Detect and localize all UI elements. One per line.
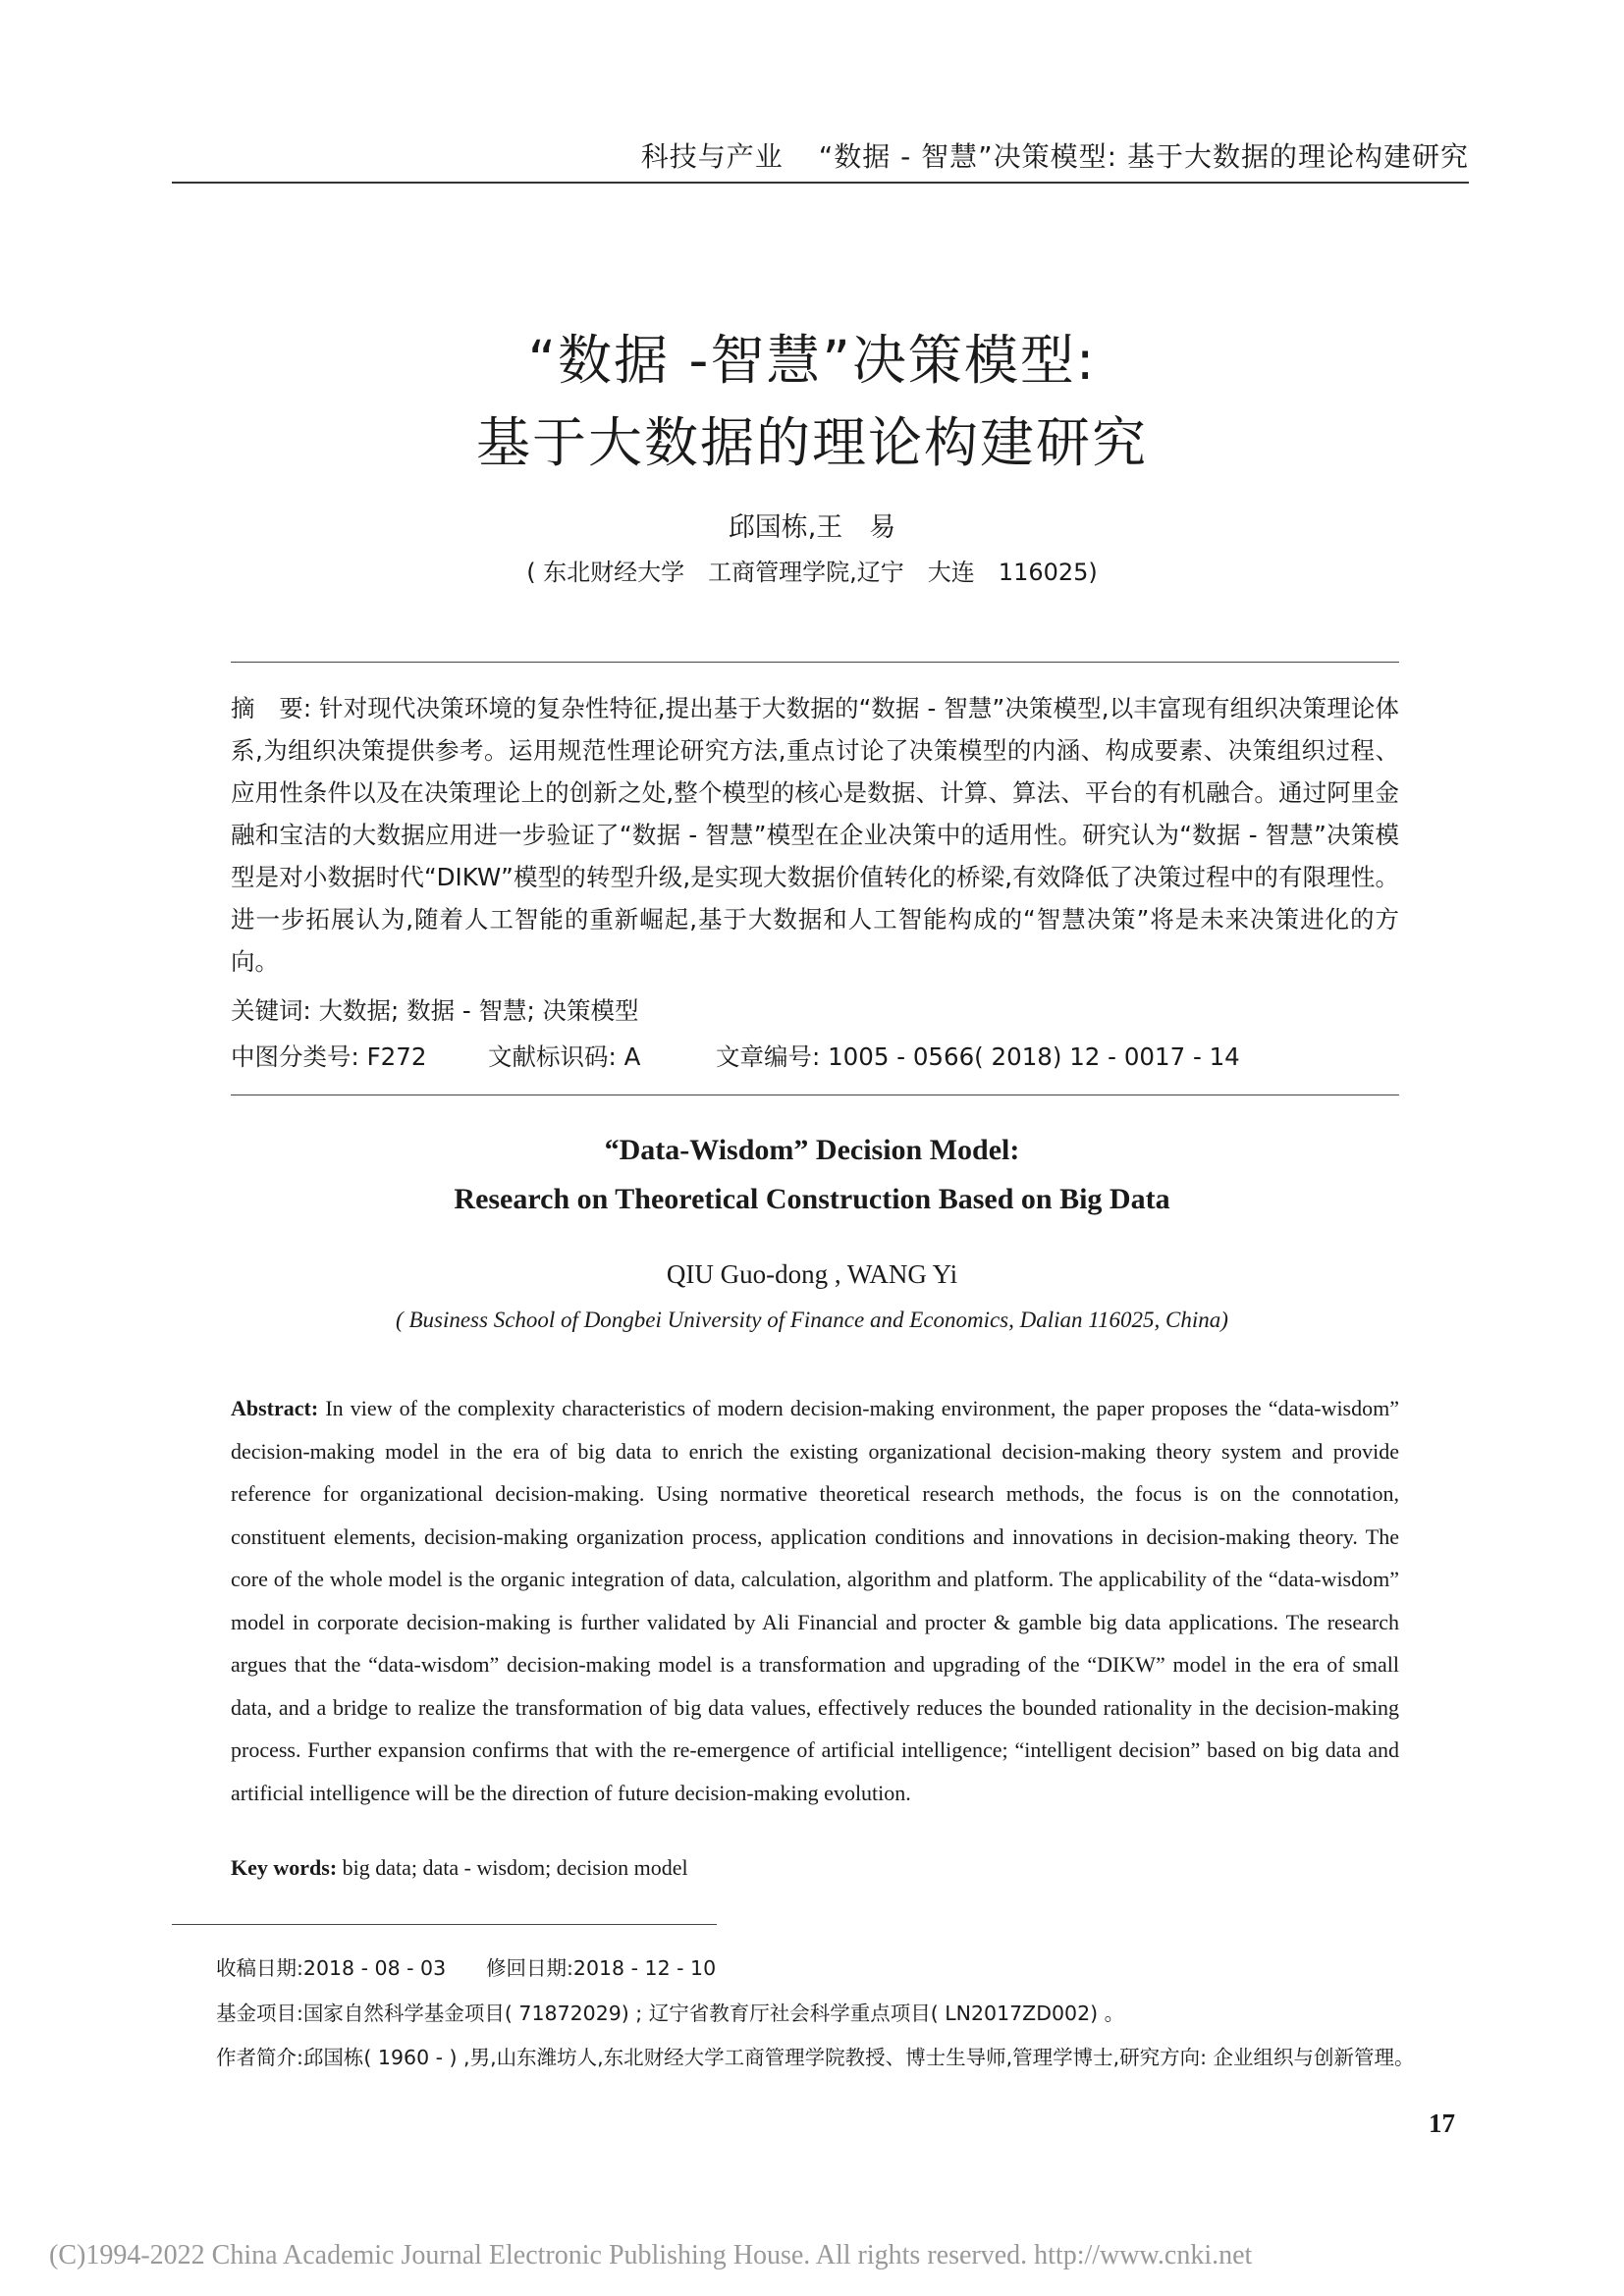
cn-affiliation: ( 东北财经大学 工商管理学院,辽宁 大连 116025)	[526, 559, 1098, 586]
cn-keywords	[231, 992, 639, 1027]
running-head-title: “数据 - 智慧”决策模型: 基于大数据的理论构建研究	[818, 140, 1469, 173]
header-divider	[172, 182, 1469, 184]
author-bio-value: 邱国栋( 1960 - ) ,男,山东潍坊人,东北财经大学工商管理学院教授、博士生导师,管理学博士,研究方向: 企业组织与创新管理。	[302, 2046, 1415, 2069]
running-head-section: 科技与产业	[640, 140, 784, 173]
fund-value: 国家自然科学基金项目( 71872029) ; 辽宁省教育厅社会科学重点项目( LN2017ZD002) 。	[302, 2002, 1125, 2025]
doc-code-label: 文献标识码:	[488, 1042, 617, 1071]
footnote-author	[172, 2040, 1469, 2075]
footnote-dates	[172, 1950, 1469, 1986]
footnote-fund	[172, 1996, 1469, 2031]
en-abstract-text: In view of the complexity characteristics of modern decision-making environment, the paper proposes the “data-wisdom” decision-making model in the era of big data to enrich the existing organizational decision-making theory system and provide reference for organizational decision-making. Using normative theoretical research methods, the focus is on the connotation, constituent elements, decision-making organization process, application conditions and innovations in decision-making theory. The core of the whole model is the organic integration of data, calculation, algorithm and platform. The applicability of the “data-wisdom” model in corporate decision-making is further validated by Ali Financial and procter & gamble big data applications. The research argues that the “data-wisdom” decision-making model is a transformation and upgrading of the “DIKW” model in the era of small data, and a bridge to realize the transformation of big data values, effectively reduces the bounded rationality in the decision-making process. Further expansion confirms that with the re-emergence of artificial intelligence; “intelligent decision” based on big data and artificial intelligence will be the direction of future decision-making evolution.	[231, 1396, 1399, 1805]
en-abstract	[231, 1387, 1399, 1814]
fund-label: 基金项目:	[216, 2002, 303, 2025]
article-no-label: 文章编号:	[716, 1042, 821, 1071]
cn-keywords-value: 大数据; 数据 - 智慧; 决策模型	[318, 996, 639, 1025]
cn-title-line1: “数据 -智慧”决策模型:	[527, 329, 1097, 392]
en-title-line1: “Data-Wisdom” Decision Model:	[604, 1134, 1020, 1166]
running-head	[641, 135, 1469, 175]
article-no-value: 1005 - 0566( 2018) 12 - 0017 - 14	[828, 1042, 1240, 1071]
cn-keywords-label: 关键词:	[231, 996, 311, 1025]
en-authors: QIU Guo-dong , WANG Yi	[666, 1259, 958, 1289]
en-affiliation: ( Business School of Dongbei University of Finance and Economics, Dalian 116025, China)	[396, 1308, 1228, 1332]
cn-authors: 邱国栋,王 易	[728, 512, 896, 543]
abstract-top-divider	[231, 662, 1399, 663]
revised-date: 2018 - 12 - 10	[572, 1956, 717, 1980]
clc-value: F272	[366, 1042, 427, 1071]
revised-label: 修回日期:	[486, 1956, 573, 1980]
cn-abstract-text: 针对现代决策环境的复杂性特征,提出基于大数据的“数据 - 智慧”决策模型,以丰富现有组织决策理论体系,为组织决策提供参考。运用规范性理论研究方法,重点讨论了决策模型的内涵、构成要素、决策组织过程、应用性条件以及在决策理论上的创新之处,整个模型的核心是数据、计算、算法、平台的有机融合。通过阿里金融和宝洁的大数据应用进一步验证了“数据 - 智慧”模型在企业决策中的适用性。研究认为“数据 - 智慧”决策模型是对小数据时代“DIKW”模型的转型升级,是实现大数据价值转化的桥梁,有效降低了决策过程中的有限理性。进一步拓展认为,随着人工智能的重新崛起,基于大数据和人工智能构成的“智慧决策”将是未来决策进化的方向。	[231, 694, 1400, 976]
clc-label: 中图分类号:	[231, 1042, 359, 1071]
copyright-notice: (C)1994-2022 China Academic Journal Electronic Publishing House. All rights reserved. http://www.cnki.net	[49, 2240, 1253, 2270]
author-bio-label: 作者简介:	[216, 2046, 303, 2069]
en-keywords-value: big data; data - wisdom; decision model	[337, 1855, 688, 1880]
cn-abstract-label: 摘 要:	[231, 694, 312, 722]
en-abstract-label: Abstract:	[231, 1396, 319, 1420]
footnote-divider	[172, 1924, 717, 1925]
en-keywords	[231, 1855, 688, 1881]
doc-code-value: A	[623, 1042, 641, 1071]
en-title-line2: Research on Theoretical Construction Based on Big Data	[454, 1183, 1170, 1215]
classification-line	[231, 1039, 1240, 1073]
cn-title-line2: 基于大数据的理论构建研究	[475, 411, 1148, 474]
en-keywords-label: Key words:	[231, 1855, 338, 1880]
received-label: 收稿日期:	[216, 1956, 303, 1980]
received-date: 2018 - 08 - 03	[302, 1956, 447, 1980]
cn-abstract	[231, 687, 1399, 983]
page-number: 17	[1429, 2109, 1455, 2138]
